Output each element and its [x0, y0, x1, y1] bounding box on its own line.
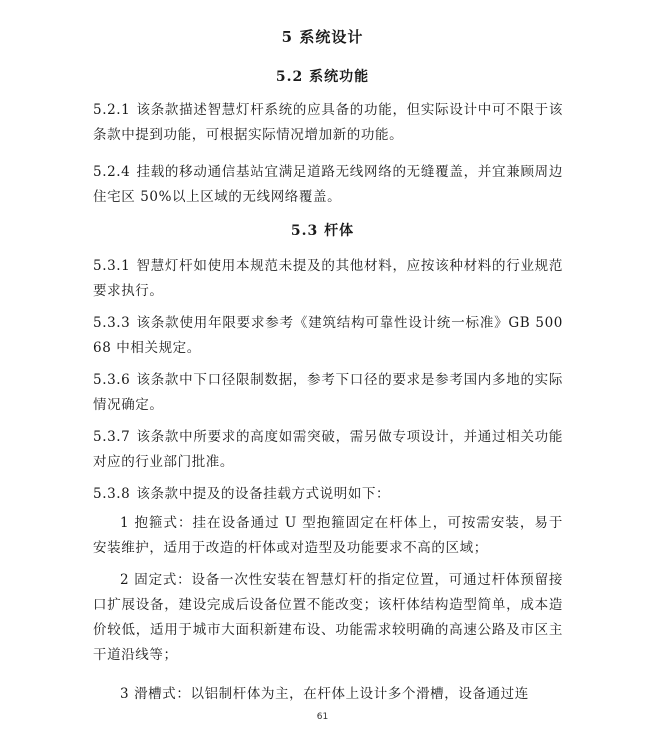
- clause-text: 该条款中所要求的高度如需突破，需另做专项设计，并通过相关功能对应的行业部门批准。: [93, 429, 563, 470]
- clause-text: 该条款中下口径限制数据，参考下口径的要求是参考国内多地的实际情况确定。: [93, 372, 563, 413]
- section-heading-5-3: 5.3 杆体: [290, 223, 355, 239]
- clause-text: 智慧灯杆如使用本规范未提及的其他材料，应按该种材料的行业规范要求执行。: [93, 258, 563, 299]
- clause-5-3-8: [93, 482, 563, 507]
- mount-item-fixed: 2 固定式：设备一次性安装在智慧灯杆的指定位置，可通过杆体预留接口扩展设备，建设完成后设备位置不能改变；该杆体结构造型简单，成本造价较低，适用于城市大面积新建布设、功能需求较明确的高速公路及市区主干道沿线等；: [93, 572, 563, 663]
- clause-5-2-4: [93, 160, 563, 210]
- mount-item-slide: 3 滑槽式：以铝制杆体为主，在杆体上设计多个滑槽，设备通过连: [120, 686, 529, 702]
- section-heading-5-2: 5.2 系统功能: [275, 69, 370, 85]
- clause-number: 5.3.3: [93, 315, 131, 331]
- clause-number: 5.3.6: [93, 372, 131, 388]
- clause-text: 该条款使用年限要求参考《建筑结构可靠性设计统一标准》GB 50068 中相关规定。: [93, 315, 563, 356]
- clause-5-3-1: [93, 254, 563, 304]
- clause-5-3-6: [93, 368, 563, 418]
- clause-number: 5.3.7: [93, 429, 131, 445]
- clause-5-2-1: [93, 98, 563, 148]
- clause-number: 5.2.1: [93, 102, 131, 118]
- mount-item-clamp: 1 抱箍式：挂在设备通过 U 型抱箍固定在杆体上，可按需安装，易于安装维护，适用于改造的杆体或对造型及功能要求不高的区域；: [93, 515, 563, 556]
- clause-number: 5.2.4: [93, 164, 131, 180]
- clause-5-3-3: [93, 311, 563, 361]
- clause-number: 5.3.1: [93, 258, 131, 274]
- page-number: 61: [316, 712, 329, 722]
- chapter-heading: 5 系统设计: [281, 28, 364, 46]
- clause-5-3-7: [93, 425, 563, 475]
- clause-text: 该条款中提及的设备挂载方式说明如下：: [136, 486, 391, 502]
- clause-number: 5.3.8: [93, 486, 131, 502]
- clause-text: 该条款描述智慧灯杆系统的应具备的功能，但实际设计中可不限于该条款中提到功能，可根据实际情况增加新的功能。: [93, 102, 563, 143]
- clause-text: 挂载的移动通信基站宜满足道路无线网络的无缝覆盖，并宜兼顾周边住宅区 50%以上区域的无线网络覆盖。: [93, 164, 563, 205]
